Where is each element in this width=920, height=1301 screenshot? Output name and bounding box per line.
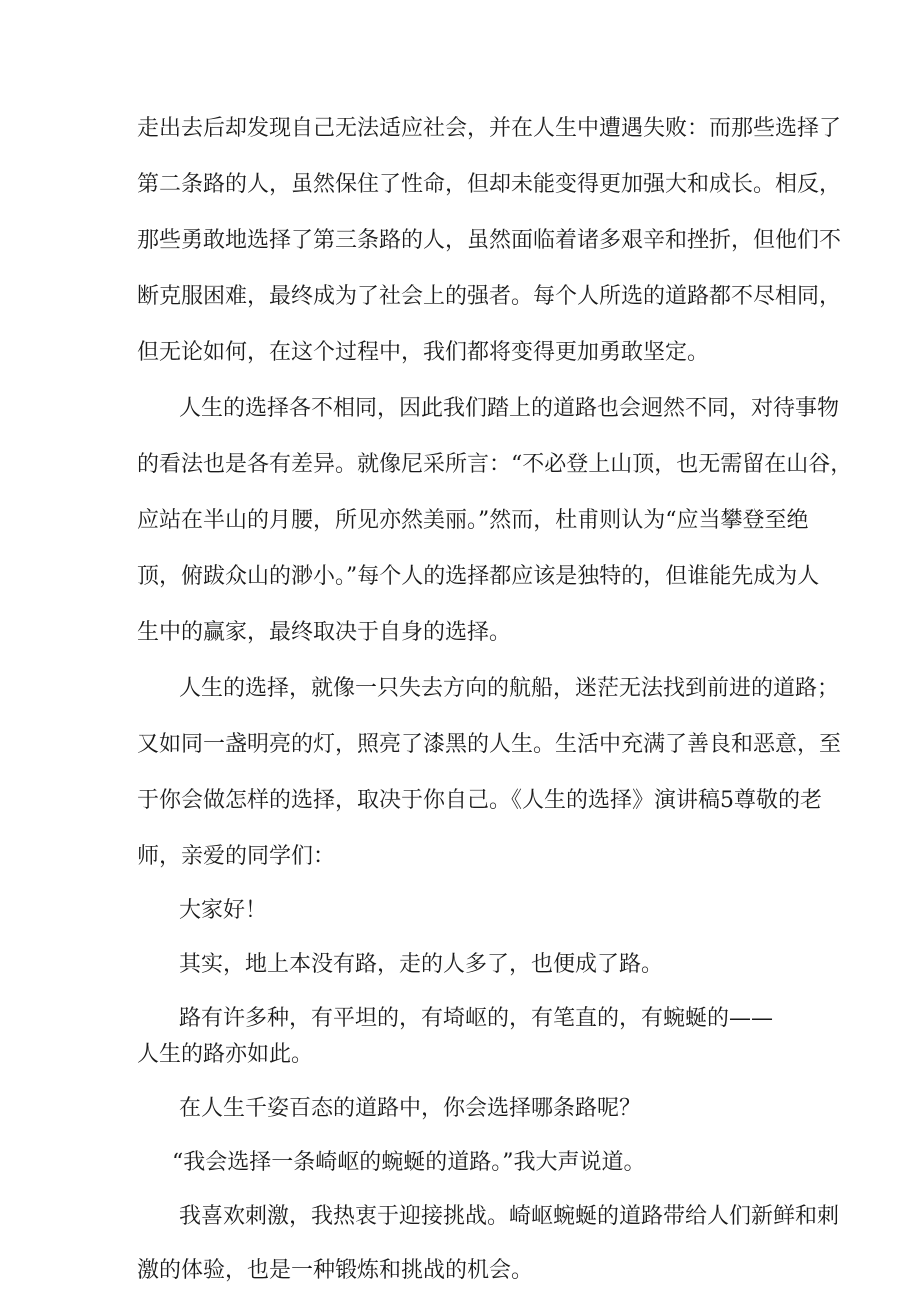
text-line: 又如同一盏明亮的灯，照亮了漆黑的人生。生活中充满了善良和恶意，至 <box>137 732 842 757</box>
text-line: 在人生千姿百态的道路中，你会选择哪条路呢？ <box>179 1096 642 1121</box>
text-line: 人生的选择，就像一只失去方向的航船，迷茫无法找到前进的道路； <box>179 676 840 701</box>
greeting-line: 大家好！ <box>179 898 268 923</box>
text-line: 但无论如何，在这个过程中，我们都将变得更加勇敢坚定。 <box>137 340 710 365</box>
text-line: 激的体验，也是一种锻炼和挑战的机会。 <box>137 1258 534 1283</box>
text-line: 的看法也是各有差异。就像尼采所言：“不必登上山顶，也无需留在山谷， <box>137 452 853 477</box>
text-line: 师，亲爱的同学们： <box>137 844 336 869</box>
text-line: 我喜欢刺激，我热衷于迎接挑战。崎岖蜿蜒的道路带给人们新鲜和刺 <box>179 1204 840 1229</box>
text-line: 于你会做怎样的选择，取决于你自己。《人生的选择》演讲稿5尊敬的老 <box>137 788 822 813</box>
text-line: 那些勇敢地选择了第三条路的人，虽然面临着诸多艰辛和挫折，但他们不 <box>137 228 842 253</box>
text-line: 人生的路亦如此。 <box>137 1042 314 1067</box>
text-line: 断克服困难，最终成为了社会上的强者。每个人所选的道路都不尽相同， <box>137 284 842 309</box>
text-line: 路有许多种，有平坦的，有埼岖的，有笔直的，有蜿蜒的—— <box>179 1006 774 1031</box>
text-line: “我会选择一条崎岖的蜿蜒的道路。”我大声说道。 <box>172 1150 646 1175</box>
text-line: 应站在半山的月腰，所见亦然美丽。”然而，杜甫则认为“应当攀登至绝 <box>137 508 809 533</box>
text-line: 其实，地上本没有路，走的人多了，也便成了路。 <box>179 952 664 977</box>
text-line: 走出去后却发现自己无法适应社会，并在人生中遭遇失败：而那些选择了 <box>137 116 842 141</box>
text-line: 生中的赢家，最终取决于自身的选择。 <box>137 620 512 645</box>
text-line: 人生的选择各不相同，因此我们踏上的道路也会迥然不同，对待事物 <box>179 396 840 421</box>
text-line: 第二条路的人，虽然保住了性命，但却未能变得更加强大和成长。相反， <box>137 172 842 197</box>
text-line: 顶，俯跋众山的渺小。”每个人的选择都应该是独特的，但谁能先成为人 <box>137 564 820 589</box>
